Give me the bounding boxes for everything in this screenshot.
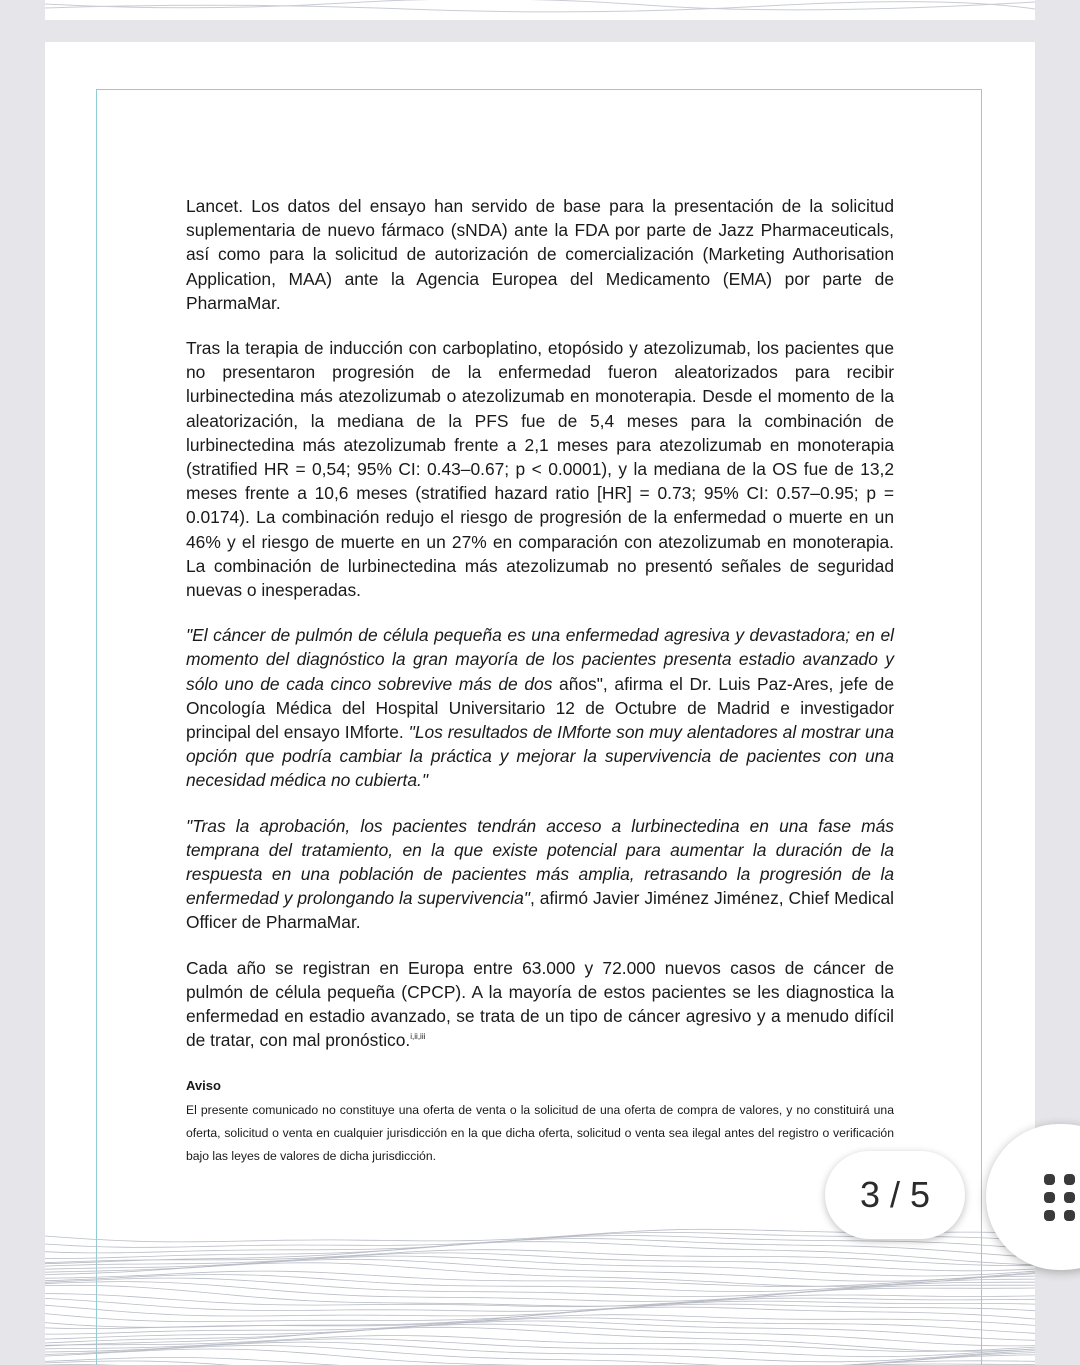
quote-text: "Los resultados de IMforte son muy alentadores al mostrar una opción que podría cambiar la práctica y mejorar la supervivencia de pacientes con una necesidad médica no cubierta." xyxy=(186,722,894,791)
wave-line xyxy=(45,1294,1035,1307)
paragraph-quote-jimenez xyxy=(186,814,894,935)
previous-page-wave-decoration xyxy=(45,0,1035,20)
paragraph-text: Lancet. Los datos del ensayo han servido de base para la presentación de la solicitud suplementaria de nuevo fármaco (sNDA) ante la FDA por parte de Jazz Pharmaceuticals, así como para la solicitud de autorización de comercialización (Marketing Authorisation Application, MAA) ante la Agencia Europea del Medicamento (EMA) por parte de PharmaMar. xyxy=(186,196,894,313)
paragraph-text: Cada año se registran en Europa entre 63.000 y 72.000 nuevos casos de cáncer de pulmón de célula pequeña (CPCP). A la mayoría de estos pacientes se les diagnostica la enfermedad en estadio avanzado, se trata de un tipo de cáncer agresivo y a menudo difícil de tratar, con mal pronóstico. xyxy=(186,957,894,1051)
wave-line xyxy=(45,1357,1035,1365)
notice-text: El presente comunicado no constituye una oferta de venta o la solicitud de una oferta de compra de valores, y no constituirá una oferta, solicitud o venta en cualquier jurisdicción en la que dicha oferta, solicitud o venta sea ilegal antes del registro o verificación bajo las leyes de valores de dicha jurisdicción. xyxy=(186,1102,894,1163)
paragraph-5 xyxy=(186,956,894,1053)
footnote-reference: i,ii,iii xyxy=(410,1032,426,1042)
wave-line xyxy=(45,1342,1035,1362)
paragraph-text: Tras la terapia de inducción con carboplatino, etopósido y atezolizumab, los pacientes que no presentaron progresión de la enfermedad fueron aleatorizados para recibir lurbinectedina más atezolizumab o atezolizumab en monoterapia. Desde el momento de la aleatorización, la mediana de la PFS fue de 5,4 meses para la combinación de lurbinectedina más atezolizumab frente a 2,1 meses para atezolizumab en monoterapia (stratified HR = 0,54; 95% CI: 0.43–0.67; p < 0.0001), y la mediana de la OS fue de 13,2 meses frente a 10,6 meses (stratified hazard ratio [HR] = 0.73; 95% CI: 0.57–0.95; p = 0.0174). La combinación redujo el riesgo de progresión de la enfermedad o muerte en un 46% y el riesgo de muerte en un 27% en comparación con atezolizumab en monoterapia. La combinación de lurbinectedina más atezolizumab no presentó señales de seguridad nuevas o inesperadas. xyxy=(186,338,894,601)
attribution-text: , afirmó Javier Jiménez Jiménez, Chief Medical Officer de PharmaMar. xyxy=(186,888,894,933)
paragraph-2 xyxy=(186,336,894,602)
page-indicator: 3 / 5 xyxy=(825,1151,965,1239)
previous-page-edge xyxy=(45,0,1035,20)
notice-title: Aviso xyxy=(186,1077,221,1093)
attribution-text: años", afirma el Dr. Luis Paz-Ares, jefe de Oncología Médica del Hospital Universitario 12 de Octubre de Madrid e investigador principal del ensayo IMforte. xyxy=(186,673,894,743)
wave-line xyxy=(45,1250,1035,1266)
wave-line xyxy=(45,1298,1035,1311)
page-content xyxy=(186,194,894,1189)
wave-line xyxy=(45,1253,1035,1271)
quote-text: "Tras la aprobación, los pacientes tendrán acceso a lurbinectedina en una fase más temprana del tratamiento, en la que existe potencial para aumentar la duración de la respuesta en una población de pacientes más amplia, retrasando la progresión de la enfermedad y prolongando la supervivencia" xyxy=(186,815,894,909)
quote-text: "El cáncer de pulmón de célula pequeña es una enfermedad agresiva y devastadora; en el momento del diagnóstico la gran mayoría de los pacientes presenta estadio avanzado y sólo uno de cada cinco sobrevive más de dos xyxy=(186,625,894,694)
dots-grid-icon xyxy=(1042,1172,1078,1224)
wave-line xyxy=(45,1242,1035,1265)
wave-decoration xyxy=(45,1222,1035,1365)
paragraph-quote-paz-ares xyxy=(186,623,894,792)
paragraph-1 xyxy=(186,194,894,315)
